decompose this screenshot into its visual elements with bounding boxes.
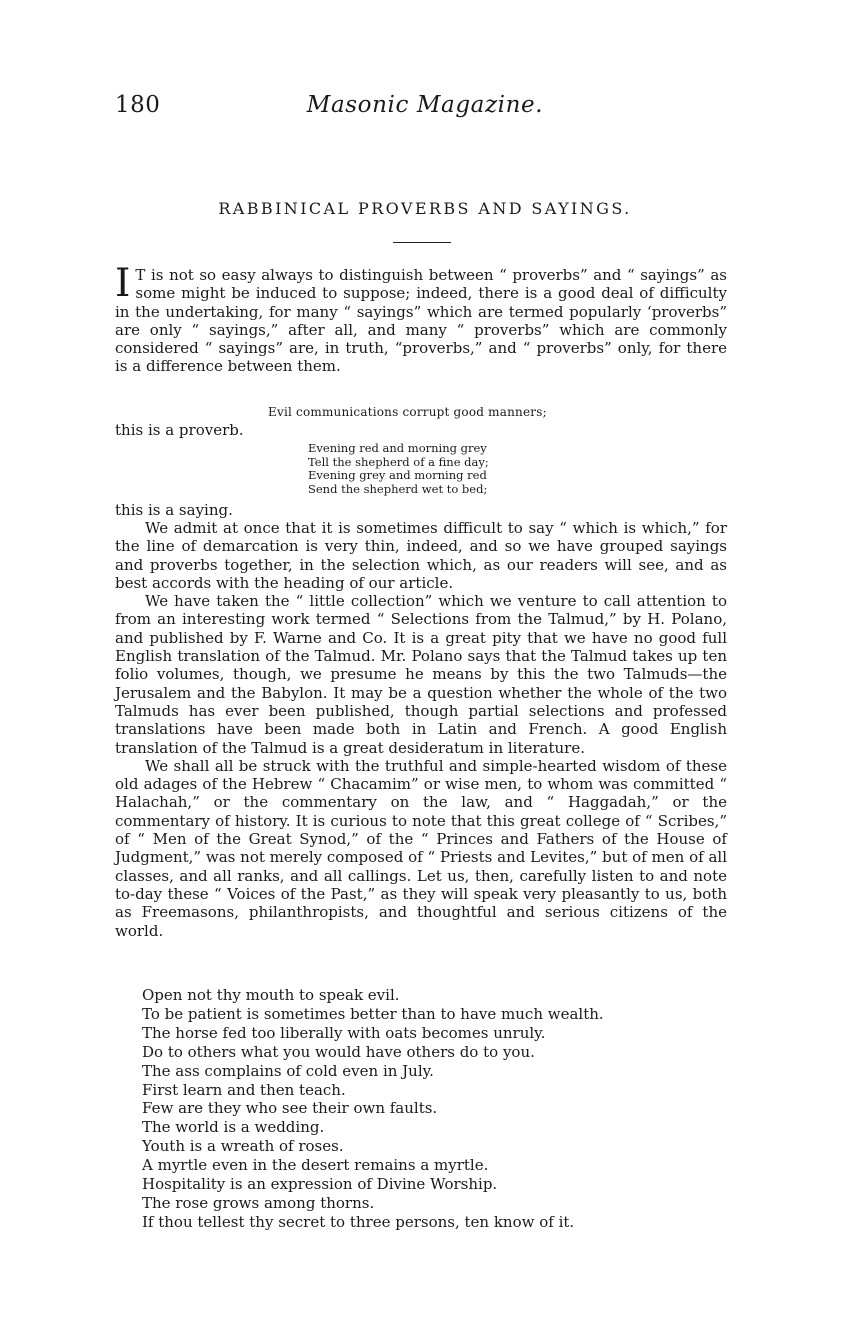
body-paragraph: We shall all be struck with the truthful and simple-hearted wisdom of these old adages of the Hebrew “ Chacamim” or wise men, to whom was committed “ Halachah,” or the commentary on the law, and “ Haggadah,” or the commentary of history. It is curious to note that this great college of “ Scribes,” of “ Men of the Great Synod,” of the “ Princes and Fathers of the House of Judgment,” was not merely composed of “ Priests and Levites,” but of men of all classes, and all ranks, and all callings. Let us, then, carefully listen to and note to-day these “ Voices of the Past,” as they will speak very pleasantly to us, both as Freemasons, philanthropists, and thoughtful and serious citizens of the world. <box>115 756 727 940</box>
page-number: 180 <box>115 92 161 118</box>
saying-line: Send the shepherd wet to bed; <box>308 481 488 496</box>
title-divider <box>393 242 451 243</box>
proverb-item: If thou tellest thy secret to three persons, ten know of it. <box>142 1212 575 1231</box>
article-title: RABBINICAL PROVERBS AND SAYINGS. <box>218 199 632 218</box>
body-paragraph: We have taken the “ little collection” which we venture to call attention to from an interesting work termed “ Selections from the Talmud,” by H. Polano, and published by F. Warne and Co. It is a great pity that we have no good full English translation of the Talmud. Mr. Polano says that the Talmud takes up ten folio volumes, though, we presume he means by this the two Talmuds—the Jerusalem and the Babylon. It may be a question whether the whole of the two Talmuds has ever been published, though partial selections and professed translations have been made both in Latin and French. A good English translation of the Talmud is a great desideratum in literature. <box>115 592 727 757</box>
proverb-item: The rose grows among thorns. <box>142 1193 375 1212</box>
proverb-item: A myrtle even in the desert remains a myrtle. <box>142 1156 489 1175</box>
saying-line: Evening red and morning grey <box>308 441 487 455</box>
intro-paragraph <box>115 261 727 376</box>
saying-line: Tell the shepherd of a fine day; <box>308 454 489 469</box>
article-body <box>115 519 727 940</box>
proverb-item: The world is a wedding. <box>142 1118 325 1137</box>
proverb-item: Few are they who see their own faults. <box>142 1099 438 1118</box>
page-header <box>115 92 735 128</box>
proverb-item: First learn and then teach. <box>142 1080 346 1099</box>
example-proverb: Evil communications corrupt good manners; <box>268 405 547 419</box>
proverb-item: To be patient is sometimes better than to have much wealth. <box>142 1004 604 1023</box>
drop-cap: I <box>115 261 131 306</box>
body-paragraph: We admit at once that it is sometimes difficult to say “ which is which,” for the line of demarcation is very thin, indeed, and so we have grouped sayings and proverbs together, in the selection which, as our readers will see, and as best accords with the heading of our article. <box>115 519 727 592</box>
running-title: Masonic Magazine. <box>306 92 544 118</box>
example-saying <box>308 442 489 496</box>
proverb-item: The horse fed too liberally with oats becomes unruly. <box>142 1023 546 1042</box>
proverb-item: Hospitality is an expression of Divine Worship. <box>142 1175 498 1194</box>
intro-text: T is not so easy always to distinguish between “ proverbs” and “ sayings” as some might be induced to suppose; indeed, there is a good deal of difficulty in the undertaking, for many “ sayings” which are termed popularly ‘proverbs” are only “ sayings,” after all, and many “ proverbs” which are commonly considered “ sayings” are, in truth, “proverbs,” and “ proverbs” only, for there is a difference between them. <box>115 266 727 376</box>
proverb-list <box>142 986 604 1232</box>
example-saying-label: this is a saying. <box>115 501 233 519</box>
example-proverb-label: this is a proverb. <box>115 421 244 439</box>
proverb-item: Do to others what you would have others do to you. <box>142 1042 535 1061</box>
proverb-item: The ass complains of cold even in July. <box>142 1061 434 1080</box>
proverb-item: Youth is a wreath of roses. <box>142 1137 344 1156</box>
saying-line: Evening grey and morning red <box>308 468 487 482</box>
proverb-item: Open not thy mouth to speak evil. <box>142 986 400 1004</box>
